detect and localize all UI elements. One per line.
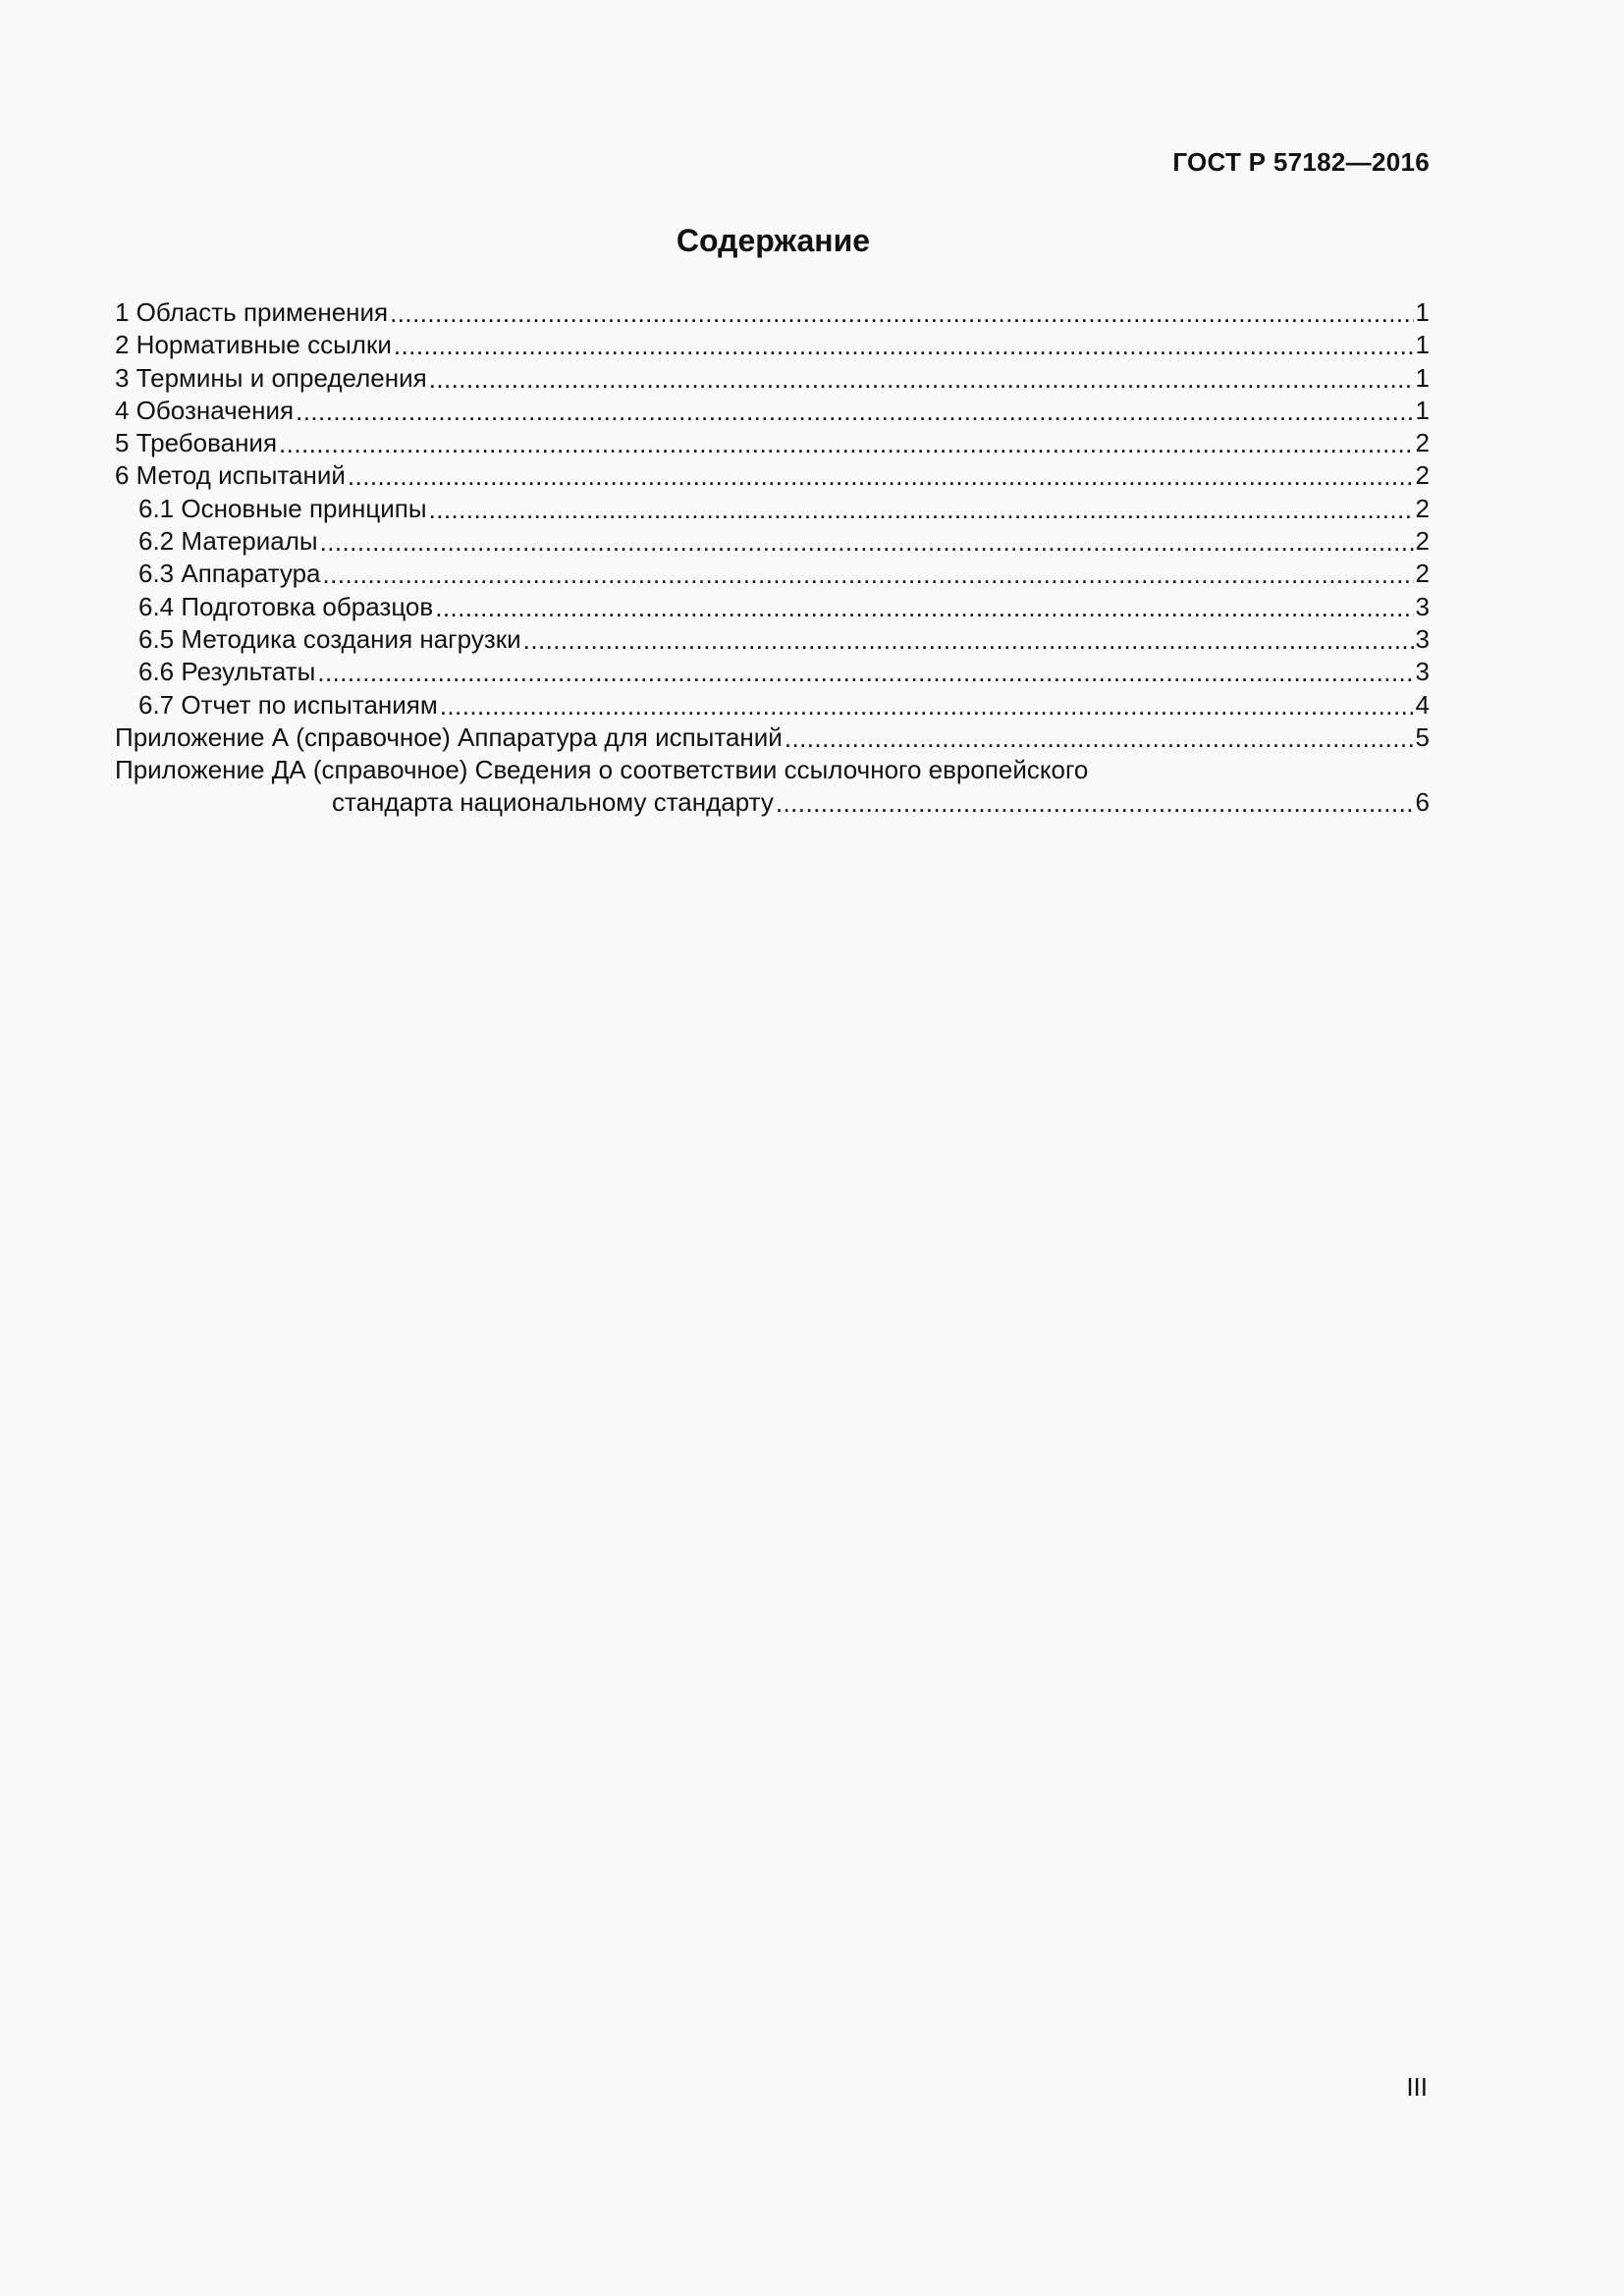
toc-entry-label: 2 Нормативные ссылки bbox=[115, 330, 392, 360]
toc-entry-label: 6.2 Материалы bbox=[138, 526, 318, 557]
toc-entry-label: 1 Область применения bbox=[115, 297, 389, 327]
toc-entry-page: 4 bbox=[1415, 689, 1430, 720]
toc-entry-6-4[interactable] bbox=[115, 591, 1430, 623]
toc-entry-page: 6 bbox=[1415, 787, 1430, 818]
toc-entry-label: 6 Метод испытаний bbox=[115, 460, 346, 491]
toc-entry-page: 2 bbox=[1415, 526, 1430, 557]
toc-entry-page: 3 bbox=[1415, 657, 1430, 687]
document-code: ГОСТ Р 57182—2016 bbox=[1172, 147, 1430, 177]
toc-entry-page: 1 bbox=[1415, 395, 1430, 425]
toc-entry-appendix-da-continued[interactable] bbox=[115, 786, 1430, 819]
toc-leader-dots bbox=[523, 624, 1414, 650]
toc-entry-page: 3 bbox=[1415, 623, 1430, 654]
toc-leader-dots bbox=[279, 428, 1414, 454]
toc-entry-label: 6.5 Методика создания нагрузки bbox=[138, 623, 521, 654]
toc-entry-2[interactable] bbox=[115, 329, 1430, 361]
toc-entry-6-6[interactable] bbox=[115, 656, 1430, 688]
toc-entry-page: 1 bbox=[1415, 297, 1430, 327]
toc-entry-page: 2 bbox=[1415, 559, 1430, 589]
toc-entry-4[interactable] bbox=[115, 395, 1430, 427]
page-number: III bbox=[1406, 2072, 1428, 2102]
toc-entry-label: Приложение А (справочное) Аппаратура для испытаний bbox=[115, 721, 783, 752]
toc-entry-6-2[interactable] bbox=[115, 525, 1430, 558]
toc-entry-label: 6.3 Аппаратура bbox=[138, 559, 321, 589]
toc-leader-dots bbox=[390, 297, 1413, 323]
toc-entry-label: Приложение ДА (справочное) Сведения о соответствии ссылочного европейского bbox=[115, 755, 1089, 785]
toc-entry-label: 6.7 Отчет по испытаниям bbox=[138, 689, 438, 720]
table-of-contents bbox=[115, 296, 1430, 820]
toc-entry-label: 6.1 Основные принципы bbox=[138, 493, 427, 523]
toc-entry-label: 5 Требования bbox=[115, 428, 278, 458]
toc-entry-5[interactable] bbox=[115, 427, 1430, 459]
toc-title: Содержание bbox=[676, 223, 871, 258]
toc-leader-dots bbox=[785, 722, 1414, 748]
toc-leader-dots bbox=[440, 690, 1414, 716]
toc-entry-appendix-da[interactable] bbox=[115, 754, 1430, 786]
toc-entry-1[interactable] bbox=[115, 296, 1430, 329]
toc-entry-appendix-a[interactable] bbox=[115, 721, 1430, 754]
toc-entry-page: 2 bbox=[1415, 493, 1430, 523]
toc-entry-label-continued: стандарта национальному стандарту bbox=[332, 787, 774, 818]
toc-entry-label: 4 Обозначения bbox=[115, 395, 295, 425]
toc-leader-dots bbox=[348, 460, 1414, 486]
toc-leader-dots bbox=[323, 559, 1414, 584]
toc-entry-3[interactable] bbox=[115, 362, 1430, 395]
toc-entry-label: 6.4 Подготовка образцов bbox=[138, 591, 434, 621]
toc-entry-page: 1 bbox=[1415, 362, 1430, 393]
toc-leader-dots bbox=[776, 787, 1414, 813]
toc-leader-dots bbox=[296, 396, 1413, 421]
toc-entry-6[interactable] bbox=[115, 459, 1430, 492]
toc-entry-label: 3 Термины и определения bbox=[115, 362, 427, 393]
toc-entry-page: 2 bbox=[1415, 428, 1430, 458]
toc-leader-dots bbox=[317, 657, 1413, 682]
toc-entry-page: 2 bbox=[1415, 460, 1430, 491]
toc-entry-6-5[interactable] bbox=[115, 623, 1430, 656]
toc-entry-page: 5 bbox=[1415, 721, 1430, 752]
toc-entry-6-7[interactable] bbox=[115, 689, 1430, 721]
toc-entry-page: 3 bbox=[1415, 591, 1430, 621]
toc-leader-dots bbox=[429, 494, 1414, 519]
toc-entry-6-3[interactable] bbox=[115, 558, 1430, 590]
toc-leader-dots bbox=[394, 330, 1414, 355]
toc-leader-dots bbox=[429, 363, 1414, 389]
toc-leader-dots bbox=[320, 526, 1414, 552]
toc-entry-6-1[interactable] bbox=[115, 493, 1430, 525]
toc-leader-dots bbox=[435, 592, 1413, 617]
toc-entry-label: 6.6 Результаты bbox=[138, 657, 316, 687]
toc-entry-page: 1 bbox=[1415, 330, 1430, 360]
